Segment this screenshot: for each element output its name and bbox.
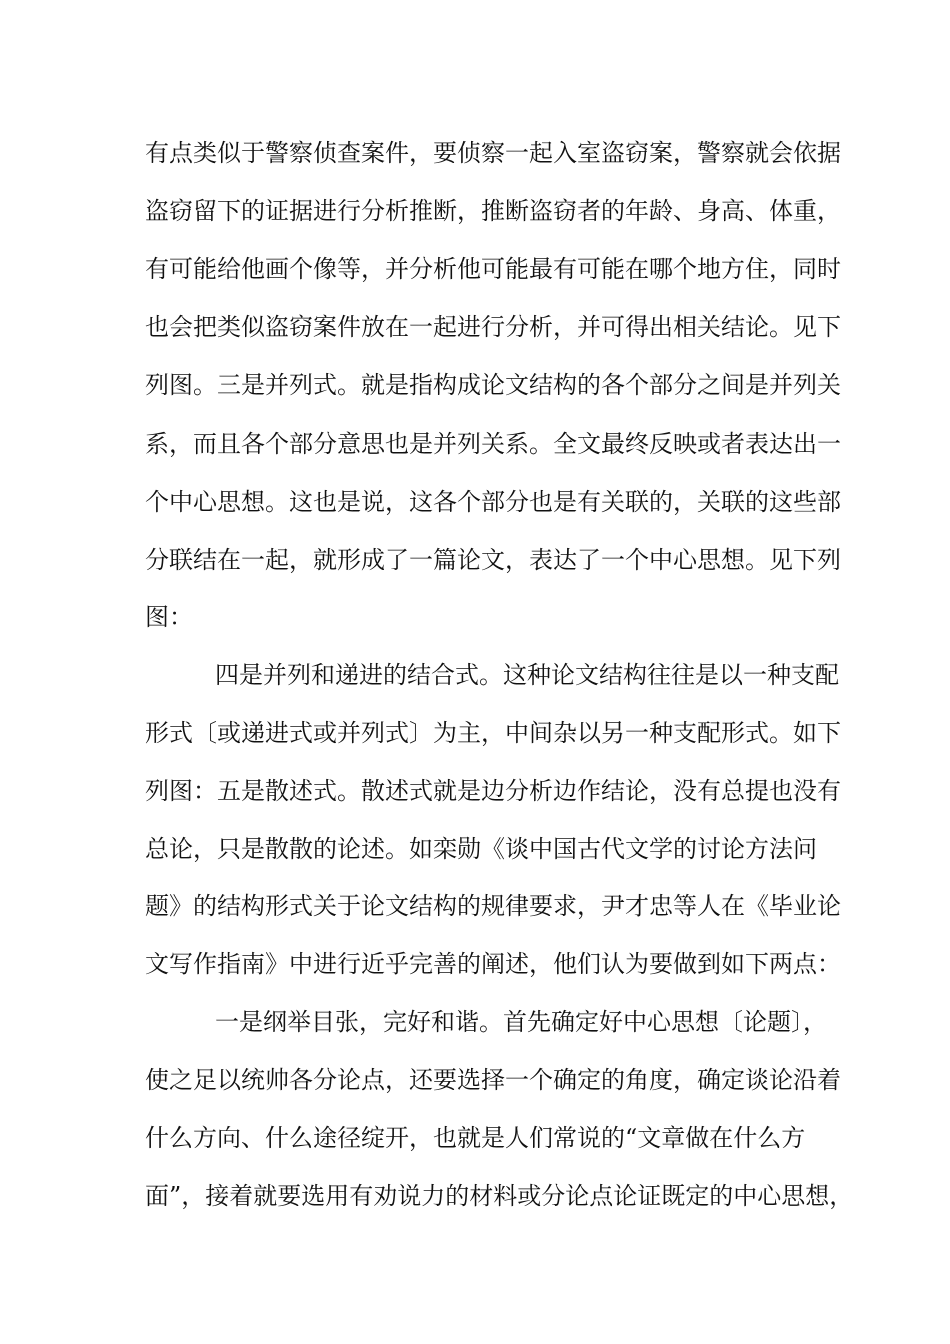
text-line: 列图。三是并列式。就是指构成论文结构的各个部分之间是并列关 (145, 371, 841, 399)
text-line: 形式〔或递进式或并列式〕为主，中间杂以另一种支配形式。如下 (145, 719, 841, 747)
text-line: 一是纲举目张，完好和谐。首先确定好中心思想〔论题〕， (215, 1008, 827, 1036)
text-line: 面”，接着就要选用有劝说力的材料或分论点论证既定的中心思想， (145, 1182, 854, 1210)
text-line: 有可能给他画个像等，并分析他可能最有可能在哪个地方住，同时 (145, 255, 841, 283)
text-line: 也会把类似盗窃案件放在一起进行分析，并可得出相关结论。见下 (145, 313, 841, 341)
text-line: 什么方向、什么途径绽开，也就是人们常说的“文章做在什么方 (145, 1124, 806, 1152)
text-line: 盗窃留下的证据进行分析推断，推断盗窃者的年龄、身高、体重， (145, 197, 841, 225)
text-line: 系，而且各个部分意思也是并列关系。全文最终反映或者表达出一 (145, 430, 841, 458)
text-line: 四是并列和递进的结合式。这种论文结构往往是以一种支配 (215, 661, 839, 689)
text-line: 图： (145, 603, 193, 631)
text-line: 题》的结构形式关于论文结构的规律要求，尹才忠等人在《毕业论 (145, 892, 841, 920)
text-line: 文写作指南》中进行近乎完善的阐述，他们认为要做到如下两点： (145, 950, 841, 978)
text-line: 总论，只是散散的论述。如栾勋《谈中国古代文学的讨论方法问 (145, 835, 817, 863)
text-line: 有点类似于警察侦查案件，要侦察一起入室盗窃案，警察就会依据 (145, 139, 841, 167)
text-line: 个中心思想。这也是说，这各个部分也是有关联的，关联的这些部 (145, 488, 841, 516)
text-line: 使之足以统帅各分论点，还要选择一个确定的角度，确定谈论沿着 (145, 1066, 841, 1094)
text-line: 列图：五是散述式。散述式就是边分析边作结论，没有总提也没有 (145, 777, 841, 805)
text-line: 分联结在一起，就形成了一篇论文，表达了一个中心思想。见下列 (145, 546, 841, 574)
